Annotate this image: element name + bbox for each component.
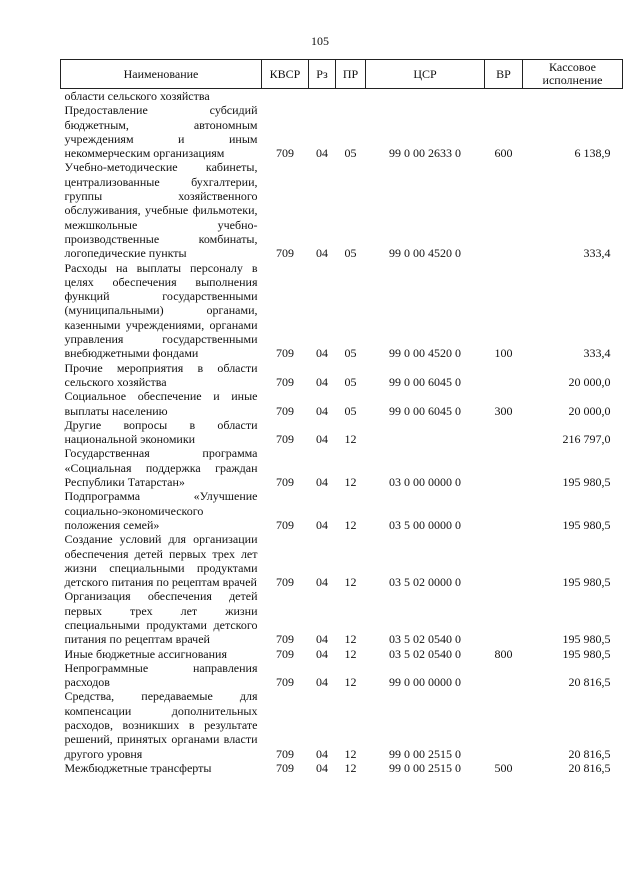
- cell-pr: 12: [344, 517, 357, 532]
- table-row: [61, 389, 623, 418]
- col-header-kvsr: КВСР: [262, 60, 309, 89]
- cell-rz: 04: [316, 432, 328, 447]
- cell-vr: [485, 532, 523, 589]
- cell-kvsr: 709: [276, 517, 294, 532]
- cell-csr: 99 0 00 4520 0: [389, 346, 461, 361]
- cell-kvsr: 709: [276, 403, 294, 418]
- cell-pr: 05: [344, 346, 357, 361]
- cell-pr: 12: [344, 475, 357, 490]
- cell-rz: 04: [316, 575, 328, 590]
- table-row: [61, 418, 623, 447]
- cell-rz: 04: [316, 403, 328, 418]
- cell-pr: 05: [344, 403, 357, 418]
- cell-rz: 04: [316, 475, 328, 490]
- cell-amount: 333,4: [583, 346, 611, 361]
- cell-name: области сельского хозяйства: [64, 89, 210, 103]
- cell-amount: 333,4: [583, 246, 611, 261]
- table-row: [61, 489, 623, 532]
- cell-csr: [366, 89, 485, 104]
- table-row: [61, 689, 623, 760]
- table-row: [61, 89, 623, 104]
- cell-csr: 99 0 00 4520 0: [389, 246, 461, 261]
- cell-kvsr: 709: [276, 675, 294, 690]
- cell-rz: 04: [316, 146, 328, 161]
- cell-vr: 300: [494, 403, 513, 418]
- cell-vr: 100: [494, 346, 513, 361]
- cell-csr: 99 0 00 2515 0: [389, 746, 461, 761]
- cell-rz: 04: [316, 760, 328, 775]
- cell-rz: 04: [316, 517, 328, 532]
- cell-csr: 99 0 00 0000 0: [389, 675, 461, 690]
- table-row: [61, 761, 623, 775]
- cell-pr: 12: [344, 760, 357, 775]
- cell-pr: 05: [344, 146, 357, 161]
- cell-rz: 04: [316, 374, 328, 389]
- cell-vr: [485, 89, 523, 104]
- cell-name: Социальное обеспечение и иные выплаты населению: [64, 389, 258, 418]
- cell-rz: [309, 89, 336, 104]
- cell-rz: 04: [316, 646, 328, 661]
- cell-name: Прочие мероприятия в области сельского хозяйства: [64, 360, 258, 389]
- table-body: [61, 89, 623, 776]
- cell-amount: 20 000,0: [568, 403, 611, 418]
- cell-vr: [485, 361, 523, 390]
- cell-amount: 195 980,5: [562, 475, 611, 490]
- cell-amount: 195 980,5: [562, 575, 611, 590]
- table-row: [61, 361, 623, 390]
- cell-name: Создание условий для организации обеспечения детей первых трех лет жизни специальными продуктами детского питания по рецептам врачей: [64, 532, 258, 590]
- cell-kvsr: 709: [276, 746, 294, 761]
- cell-vr: 800: [494, 646, 513, 661]
- cell-name: Средства, передаваемые для компенсации дополнительных расходов, возникших в результате решений, принятых органами власти другого уровня: [64, 689, 258, 761]
- cell-kvsr: 709: [276, 146, 294, 161]
- cell-pr: 12: [344, 646, 357, 661]
- cell-kvsr: 709: [276, 246, 294, 261]
- cell-pr: [336, 89, 366, 104]
- table-row: [61, 589, 623, 646]
- col-header-rz: Рз: [309, 60, 336, 89]
- cell-pr: 12: [344, 746, 357, 761]
- table-row: [61, 661, 623, 690]
- cell-vr: [485, 661, 523, 690]
- cell-vr: [485, 418, 523, 447]
- cell-csr: 99 0 00 2515 0: [389, 760, 461, 775]
- cell-name: Межбюджетные трансферты: [64, 760, 212, 775]
- cell-name: Организация обеспечения детей первых трех лет жизни специальными продуктами детского питания по рецептам врачей: [64, 589, 258, 647]
- cell-kvsr: 709: [276, 575, 294, 590]
- cell-amount: 20 816,5: [568, 746, 611, 761]
- table-row: [61, 647, 623, 661]
- cell-amount: 195 980,5: [562, 517, 611, 532]
- cell-amount: [523, 89, 623, 104]
- table-row: [61, 103, 623, 160]
- cell-csr: 03 5 00 0000 0: [389, 517, 461, 532]
- cell-rz: 04: [316, 746, 328, 761]
- cell-amount: 6 138,9: [574, 146, 611, 161]
- cell-amount: 216 797,0: [562, 432, 611, 447]
- table-row: [61, 446, 623, 489]
- cell-csr: 03 5 02 0540 0: [389, 646, 461, 661]
- cell-amount: 20 816,5: [568, 760, 611, 775]
- cell-vr: 500: [494, 760, 513, 775]
- cell-name: Подпрограмма «Улучшение социально-экономического положения семей»: [64, 489, 258, 532]
- cell-kvsr: 709: [276, 632, 294, 647]
- cell-csr: 03 0 00 0000 0: [389, 475, 461, 490]
- cell-csr: 99 0 00 6045 0: [389, 374, 461, 389]
- cell-pr: 12: [344, 432, 357, 447]
- col-header-pr: ПР: [336, 60, 366, 89]
- cell-pr: 12: [344, 575, 357, 590]
- cell-name: Предоставление субсидий бюджетным, автономным учреждениям и иным некоммерческим организациям: [64, 103, 258, 161]
- col-header-csr: ЦСР: [366, 60, 485, 89]
- cell-vr: 600: [494, 146, 513, 161]
- cell-amount: 195 980,5: [562, 646, 611, 661]
- cell-vr: [485, 489, 523, 532]
- table-row: [61, 261, 623, 361]
- budget-table: [60, 59, 623, 775]
- cell-rz: 04: [316, 675, 328, 690]
- table-header-row: [61, 60, 623, 89]
- cell-pr: 05: [344, 246, 357, 261]
- cell-amount: 195 980,5: [562, 632, 611, 647]
- cell-vr: [485, 689, 523, 760]
- cell-kvsr: 709: [276, 760, 294, 775]
- cell-kvsr: 709: [276, 646, 294, 661]
- cell-amount: 20 000,0: [568, 374, 611, 389]
- page-number: 105: [311, 34, 329, 48]
- cell-vr: [485, 160, 523, 260]
- cell-pr: 05: [344, 374, 357, 389]
- col-header-vr: ВР: [485, 60, 523, 89]
- table-row: [61, 532, 623, 589]
- cell-kvsr: 709: [276, 374, 294, 389]
- col-header-amount: Кассовое исполнение: [523, 60, 623, 89]
- cell-pr: 12: [344, 632, 357, 647]
- cell-rz: 04: [316, 246, 328, 261]
- cell-csr: 03 5 02 0540 0: [389, 632, 461, 647]
- cell-name: Учебно-методические кабинеты, централизованные бухгалтерии, группы хозяйственного обслуживания, учебные фильмотеки, межшкольные учебно-производственные комбинаты, логопедические пункты: [64, 160, 258, 261]
- cell-name: Иные бюджетные ассигнования: [64, 646, 227, 661]
- cell-kvsr: 709: [276, 475, 294, 490]
- cell-name: Другие вопросы в области национальной экономики: [64, 417, 258, 447]
- cell-name: Расходы на выплаты персоналу в целях обеспечения выполнения функций государственными (муниципальными) органами, казенными учреждениями, органами управления государственными внебюджетными фондами: [64, 260, 258, 361]
- col-header-name: Наименование: [61, 60, 262, 89]
- cell-amount: 20 816,5: [568, 675, 611, 690]
- cell-name: Государственная программа «Социальная поддержка граждан Республики Татарстан»: [64, 446, 258, 490]
- table-row: [61, 160, 623, 260]
- cell-vr: [485, 446, 523, 489]
- cell-rz: 04: [316, 632, 328, 647]
- cell-csr: 03 5 02 0000 0: [389, 575, 461, 590]
- cell-kvsr: 709: [276, 346, 294, 361]
- cell-rz: 04: [316, 346, 328, 361]
- cell-vr: [485, 589, 523, 646]
- cell-pr: 12: [344, 675, 357, 690]
- cell-kvsr: 709: [276, 432, 294, 447]
- cell-csr: 99 0 00 2633 0: [389, 146, 461, 161]
- cell-kvsr: [262, 89, 309, 104]
- cell-csr: [366, 418, 485, 447]
- cell-csr: 99 0 00 6045 0: [389, 403, 461, 418]
- cell-name: Непрограммные направления расходов: [64, 660, 258, 690]
